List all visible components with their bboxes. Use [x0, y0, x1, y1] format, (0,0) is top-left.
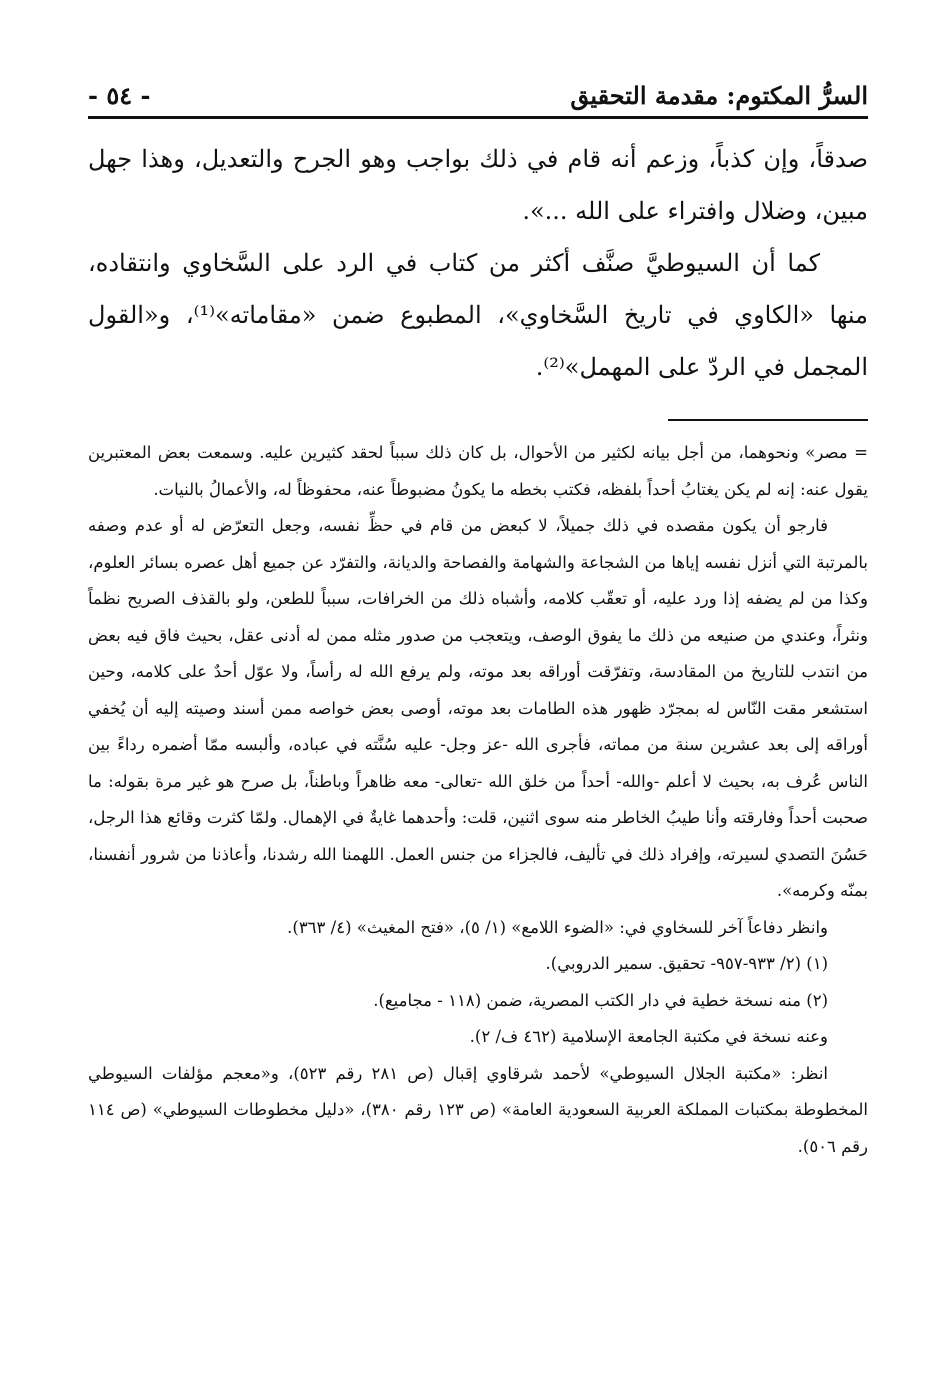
footnote-continuation: وانظر دفاعاً آخر للسخاوي في: «الضوء اللامع» (١/ ٥)، «فتح المغيث» (٤/ ٣٦٣). [287, 917, 828, 937]
footnotes [88, 435, 868, 1165]
main-paragraph: كما أن السيوطيَّ صنَّف أكثر من كتاب في الرد على السَّخاوي وانتقاده، منها «الكاوي في تاريخ السَّخاوي»، المطبوع ضمن «مقاماته»⁽¹⁾، و«القول المجمل في الردّ على المهمل»⁽²⁾. [88, 249, 868, 381]
running-header [88, 70, 868, 119]
footnote-2-cont: وعنه نسخة في مكتبة الجامعة الإسلامية (٤٦٢ ف/ ٢). [469, 1027, 828, 1046]
footnote-1: (١) (٢/ ٩٣٣-٩٥٧- تحقيق. سمير الدروبي). [545, 954, 828, 973]
main-paragraph: صدقاً، وإن كذباً، وزعم أنه قام في ذلك بواجب وهو الجرح والتعديل، وهذا جهل مبين، وضلال وافتراء على الله ...». [88, 145, 868, 225]
main-text [88, 133, 868, 393]
footnote-continuation: = مصر» ونحوهما، من أجل بيانه لكثير من الأحوال، بل كان ذلك سبباً لحقد كثيرين عليه. وسمعت بعض المعتبرين يقول عنه: إنه لم يكن يغتابُ أحداً بلفظه، فكتب بخطه ما يكونُ مضبوطاً عنه، محفوظاً له، والأعمالُ بالنيات. [88, 443, 868, 499]
footnote-continuation: فارجو أن يكون مقصده في ذلك جميلاً، لا كبعض من قام في حظِّ نفسه، وجعل التعرّض له أو عدم وصفه بالمرتبة التي أنزل نفسه إياها من الشجاعة والشهامة والفصاحة والديانة، والتفرّد عن جميع أهل عصره بسائر العلوم، وكذا من لم يضفه إذا ورد عليه، أو تعقّب كلامه، وأشباه ذلك من الخرافات، سبباً للطعن، ولو بالقذف الصريح نظماً ونثراً، وعندي من صنيعه من ذلك ما يفوق الوصف، ويتعجب من صدور مثله ممن له أدنى عقل، بحيث فاق فيه بعض من انتدب للتاريخ من المقادسة، وتفرّقت أوراقه بعد موته، ولم يرفع الله له رأساً، ولا عوّل أحدٌ على كلامه، وحين استشعر مقت النّاس له بمجرّد ظهور هذه الطامات بعد موته، أوصى بعض خواصه ممن أسند وصيته إليه أن يُخفي أوراقه إلى بعد عشرين سنة من مماته، فأجرى الله -عز وجل- عليه سُنَّته في عباده، وألبسه ممّا أضمره رداءً بين الناس عُرف به، بحيث لا أعلم -والله- أحداً من خلق الله -تعالى- معه ظاهراً وباطناً، بل صرح هو غير مرة بقوله: ما صحبت أحداً وفارقته وأنا طيبُ الخاطر منه سوى اثنين، قلت: وأحدهما غايةٌ في الإهمال. ولمّا كثرت وقائع هذا الرجل، حَسُنَ التصدي لسيرته، وإفراد ذلك في تأليف، فالجزاء من جنس العمل. اللهمنا الله رشدنا، وأعاذنا من شرور أنفسنا، بمنّه وكرمه». [88, 516, 868, 900]
footnote-2: (٢) منه نسخة خطية في دار الكتب المصرية، ضمن (١١٨ - مجاميع). [373, 990, 828, 1010]
footnote-separator [668, 419, 868, 421]
footnote-2-refs: انظر: «مكتبة الجلال السيوطي» لأحمد شرقاوي إقبال (ص ٢٨١ رقم ٥٢٣)، و«معجم مؤلفات السيوطي المخطوطة بمكتبات المملكة العربية السعودية العامة» (ص ١٢٣ رقم ٣٨٠)، «دليل مخطوطات السيوطي» (ص ١١٤ رقم ٥٠٦). [88, 1063, 868, 1156]
page-number: - ٥٤ - [88, 81, 151, 110]
book-page [88, 70, 868, 1165]
header-title: السرُّ المكتوم: مقدمة التحقيق [570, 81, 868, 110]
